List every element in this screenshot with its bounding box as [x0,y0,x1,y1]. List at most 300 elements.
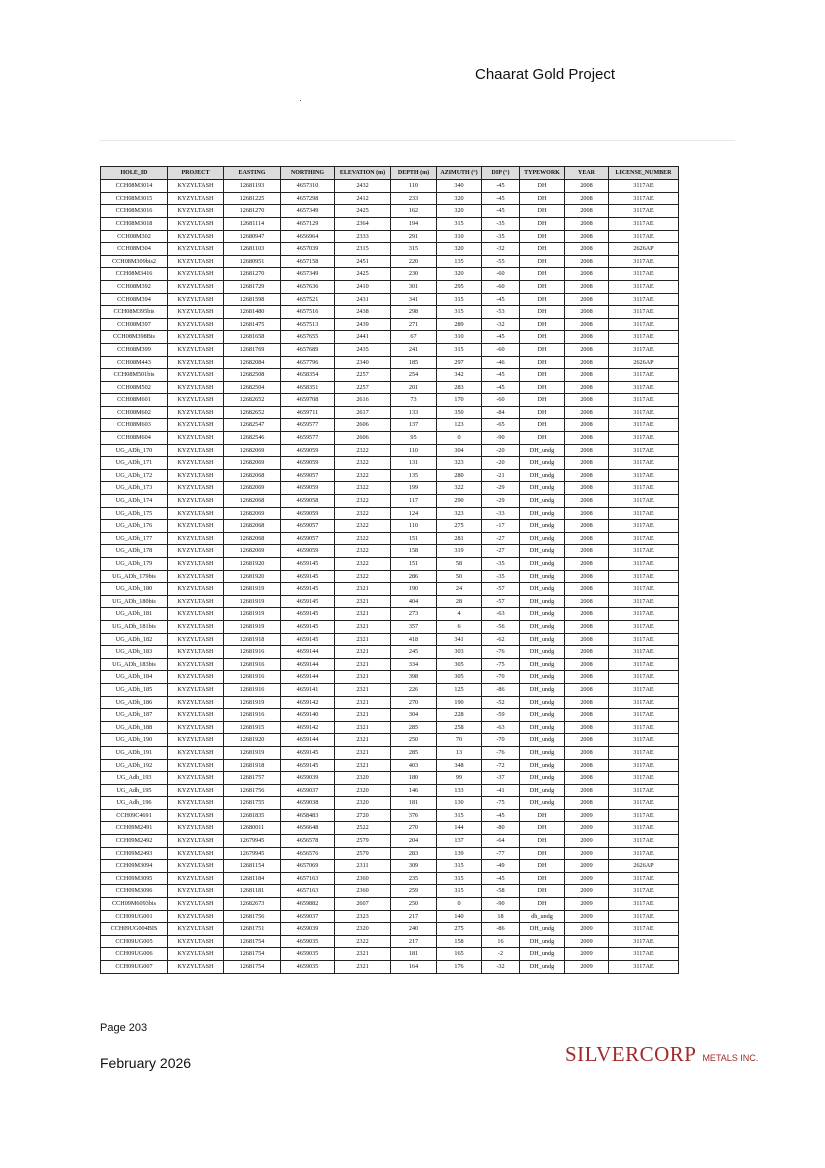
table-cell: UG_ADh_186 [101,696,168,709]
table-cell: 295 [437,280,482,293]
table-cell: KYZYLTASH [168,469,224,482]
table-cell: 3117AE [609,923,679,936]
table-cell: DH_undg [520,797,565,810]
table-cell: 2008 [565,532,609,545]
table-cell: 12682508 [224,369,281,382]
table-row [101,180,679,193]
table-cell: 4659059 [281,545,335,558]
table-cell: DH_undg [520,772,565,785]
table-cell: KYZYLTASH [168,482,224,495]
table-cell: 3117AE [609,935,679,948]
table-cell: 12681920 [224,558,281,571]
table-row [101,394,679,407]
table-cell: -60 [482,268,520,281]
table-cell: CCH09M6093bis [101,898,168,911]
table-cell: 3117AE [609,230,679,243]
table-cell: 123 [437,419,482,432]
table-cell: -35 [482,570,520,583]
table-cell: KYZYLTASH [168,192,224,205]
table-cell: KYZYLTASH [168,583,224,596]
table-row [101,746,679,759]
table-cell: 250 [391,734,437,747]
table-cell: 4659577 [281,419,335,432]
table-cell: 357 [391,620,437,633]
table-cell: UG_ADh_178 [101,545,168,558]
table-cell: 2008 [565,558,609,571]
table-cell: DH [520,306,565,319]
table-cell: UG_ADh_181 [101,608,168,621]
table-cell: 4659035 [281,948,335,961]
table-cell: CCH08M3018 [101,217,168,230]
table-cell: -56 [482,620,520,633]
table-cell: DH [520,860,565,873]
table-cell: 4657310 [281,180,335,193]
table-cell: 12681916 [224,709,281,722]
table-row [101,872,679,885]
table-cell: -29 [482,495,520,508]
table-cell: KYZYLTASH [168,784,224,797]
table-cell: 12681154 [224,860,281,873]
table-cell: 2008 [565,583,609,596]
table-row [101,268,679,281]
document-title: Chaarat Gold Project [475,66,616,83]
table-cell: -57 [482,595,520,608]
table-cell: 12681598 [224,293,281,306]
table-cell: 2322 [335,507,391,520]
table-cell: 4656648 [281,822,335,835]
table-cell: KYZYLTASH [168,558,224,571]
table-cell: 137 [437,835,482,848]
table-cell: 3117AE [609,671,679,684]
table-cell: 199 [391,482,437,495]
table-row [101,658,679,671]
table-cell: 2008 [565,406,609,419]
table-cell: 4656578 [281,835,335,848]
table-row [101,318,679,331]
table-cell: KYZYLTASH [168,343,224,356]
table-cell: 12681225 [224,192,281,205]
table-cell: DH [520,898,565,911]
table-cell: DH_undg [520,520,565,533]
table-cell: 4659058 [281,495,335,508]
table-cell: 3117AE [609,885,679,898]
table-cell: 4656576 [281,847,335,860]
table-cell: -90 [482,898,520,911]
table-cell: CCH08M397 [101,318,168,331]
table-row [101,671,679,684]
table-cell: UG_ADh_170 [101,444,168,457]
table-cell: 4659142 [281,721,335,734]
table-row [101,545,679,558]
table-cell: 2626AP [609,356,679,369]
table-cell: KYZYLTASH [168,570,224,583]
table-cell: 3117AE [609,646,679,659]
column-header: AZIMUTH (°) [437,167,482,180]
table-cell: 2008 [565,457,609,470]
table-cell: -62 [482,633,520,646]
table-row [101,809,679,822]
table-cell: 2320 [335,772,391,785]
table-cell: 2008 [565,192,609,205]
table-cell: -45 [482,872,520,885]
table-cell: 3117AE [609,280,679,293]
table-cell: 4 [437,608,482,621]
table-cell: UG_ADh_183 [101,646,168,659]
table-cell: -76 [482,646,520,659]
table-cell: 4659145 [281,746,335,759]
table-cell: 12681916 [224,683,281,696]
table-cell: 12681919 [224,583,281,596]
table-row [101,910,679,923]
table-cell: 4657636 [281,280,335,293]
table-cell: 180 [391,772,437,785]
table-cell: 2008 [565,205,609,218]
table-cell: 3117AE [609,520,679,533]
table-cell: 4659037 [281,910,335,923]
table-cell: DH_undg [520,620,565,633]
table-cell: 12681114 [224,217,281,230]
table-cell: 2321 [335,746,391,759]
table-cell: KYZYLTASH [168,545,224,558]
table-cell: 12681915 [224,721,281,734]
table-cell: KYZYLTASH [168,507,224,520]
table-cell: 4657349 [281,268,335,281]
table-cell: KYZYLTASH [168,898,224,911]
table-cell: DH [520,280,565,293]
table-cell: 3117AE [609,696,679,709]
table-row [101,192,679,205]
table-cell: DH_undg [520,935,565,948]
table-cell: DH_undg [520,545,565,558]
table-cell: 3117AE [609,318,679,331]
table-cell: KYZYLTASH [168,910,224,923]
table-cell: DH [520,394,565,407]
table-row [101,961,679,974]
table-cell: DH_undg [520,633,565,646]
table-cell: 12682546 [224,432,281,445]
table-cell: -37 [482,772,520,785]
table-cell: 12681918 [224,759,281,772]
table-cell: -60 [482,343,520,356]
table-cell: 341 [437,633,482,646]
table-cell: 2257 [335,369,391,382]
table-cell: -45 [482,809,520,822]
table-cell: 137 [391,419,437,432]
table-cell: CCH08M443 [101,356,168,369]
table-cell: DH_undg [520,746,565,759]
table-cell: CCH08M399 [101,343,168,356]
table-cell: 220 [391,255,437,268]
table-cell: 12681756 [224,784,281,797]
table-cell: 2322 [335,570,391,583]
table-body [101,180,679,973]
table-cell: 13 [437,746,482,759]
table-cell: 3117AE [609,822,679,835]
table-cell: -27 [482,532,520,545]
table-cell: 4659142 [281,696,335,709]
table-row [101,570,679,583]
table-cell: 315 [437,872,482,885]
table-cell: 12682652 [224,406,281,419]
table-cell: 2008 [565,784,609,797]
table-cell: 4659145 [281,583,335,596]
table-cell: -77 [482,847,520,860]
table-cell: 3117AE [609,872,679,885]
table-cell: 2322 [335,482,391,495]
table-cell: 280 [437,469,482,482]
table-cell: 16 [482,935,520,948]
table-cell: 12681916 [224,658,281,671]
table-cell: 3117AE [609,444,679,457]
table-cell: 3117AE [609,343,679,356]
table-cell: KYZYLTASH [168,432,224,445]
table-cell: KYZYLTASH [168,419,224,432]
table-cell: 310 [437,331,482,344]
table-cell: 12681754 [224,935,281,948]
table-cell: -64 [482,835,520,848]
table-cell: 4657655 [281,331,335,344]
table-cell: 2008 [565,331,609,344]
table-cell: 3117AE [609,620,679,633]
table-cell: 12681916 [224,646,281,659]
table-cell: 12682504 [224,381,281,394]
table-cell: KYZYLTASH [168,721,224,734]
table-cell: 3117AE [609,545,679,558]
table-cell: 2008 [565,797,609,810]
table-cell: DH_undg [520,469,565,482]
table-cell: UG_ADh_176 [101,520,168,533]
table-cell: KYZYLTASH [168,797,224,810]
table-cell: 2321 [335,620,391,633]
table-cell: 2410 [335,280,391,293]
table-cell: -65 [482,419,520,432]
table-cell: 2321 [335,595,391,608]
table-cell: DH [520,369,565,382]
table-cell: 2009 [565,809,609,822]
table-cell: CCH08M3015 [101,192,168,205]
table-cell: -60 [482,394,520,407]
table-cell: 133 [437,784,482,797]
table-cell: 2008 [565,746,609,759]
table-cell: 2008 [565,570,609,583]
table-cell: KYZYLTASH [168,809,224,822]
table-cell: DH_undg [520,759,565,772]
table-cell: 315 [437,217,482,230]
column-header: ELEVATION (m) [335,167,391,180]
table-cell: 217 [391,935,437,948]
table-cell: 12681103 [224,243,281,256]
table-cell: DH [520,192,565,205]
table-cell: 3117AE [609,369,679,382]
table-cell: 4659057 [281,520,335,533]
table-row [101,595,679,608]
table-cell: 162 [391,205,437,218]
table-cell: 2009 [565,885,609,898]
table-cell: DH_undg [520,734,565,747]
table-cell: 283 [391,847,437,860]
table-cell: -2 [482,948,520,961]
table-cell: 4657796 [281,356,335,369]
table-cell: -41 [482,784,520,797]
table-row [101,558,679,571]
table-cell: -86 [482,923,520,936]
table-cell: 2439 [335,318,391,331]
table-cell: 4659141 [281,683,335,696]
table-cell: 2009 [565,822,609,835]
table-cell: 3117AE [609,847,679,860]
table-cell: 315 [437,293,482,306]
table-cell: 4657689 [281,343,335,356]
table-cell: -63 [482,721,520,734]
table-cell: 2320 [335,784,391,797]
table-cell: 4659882 [281,898,335,911]
table-cell: DH_undg [520,671,565,684]
logo-subtitle: METALS INC. [702,1053,759,1063]
table-cell: -55 [482,255,520,268]
table-cell: DH [520,243,565,256]
table-cell: UG_ADh_185 [101,683,168,696]
table-cell: 3117AE [609,746,679,759]
logo-wordmark: SILVERCORP [565,1042,697,1066]
table-cell: DH_undg [520,457,565,470]
table-cell: 3117AE [609,180,679,193]
table-cell: UG_ADh_182 [101,633,168,646]
table-cell: 2425 [335,205,391,218]
table-cell: 2008 [565,230,609,243]
table-cell: 2009 [565,948,609,961]
table-cell: 2008 [565,268,609,281]
table-cell: -58 [482,885,520,898]
table-row [101,356,679,369]
table-cell: 2008 [565,293,609,306]
table-cell: 170 [437,394,482,407]
table-cell: 4659144 [281,646,335,659]
table-cell: 2008 [565,595,609,608]
table-cell: 3117AE [609,507,679,520]
table-cell: -45 [482,381,520,394]
column-header: HOLE_ID [101,167,168,180]
table-cell: DH [520,419,565,432]
table-cell: -80 [482,822,520,835]
table-cell: 2322 [335,545,391,558]
table-cell: KYZYLTASH [168,381,224,394]
table-cell: UG_ADh_179 [101,558,168,571]
table-cell: KYZYLTASH [168,293,224,306]
table-row [101,847,679,860]
table-row [101,709,679,722]
table-cell: DH [520,809,565,822]
table-cell: KYZYLTASH [168,847,224,860]
table-cell: 315 [437,860,482,873]
table-cell: 2008 [565,381,609,394]
table-cell: DH_undg [520,444,565,457]
table-cell: 12681919 [224,608,281,621]
table-cell: -72 [482,759,520,772]
table-cell: 24 [437,583,482,596]
table-cell: KYZYLTASH [168,394,224,407]
table-row [101,583,679,596]
table-cell: 3117AE [609,809,679,822]
table-cell: 164 [391,961,437,974]
table-cell: 4659039 [281,923,335,936]
table-cell: 2009 [565,898,609,911]
table-cell: KYZYLTASH [168,532,224,545]
table-cell: CCH08M3014 [101,180,168,193]
table-cell: 2360 [335,872,391,885]
table-cell: 12681193 [224,180,281,193]
drillhole-table-container [100,166,679,974]
table-cell: 12682084 [224,356,281,369]
table-cell: 165 [437,948,482,961]
table-cell: 3117AE [609,734,679,747]
header-divider [99,140,735,141]
table-cell: 3117AE [609,482,679,495]
table-cell: 309 [391,860,437,873]
table-cell: 4659144 [281,671,335,684]
table-cell: 4659059 [281,482,335,495]
table-cell: 12680011 [224,822,281,835]
table-cell: 2008 [565,709,609,722]
table-cell: 3117AE [609,709,679,722]
table-cell: 12681769 [224,343,281,356]
table-cell: DH_undg [520,532,565,545]
table-cell: DH_undg [520,595,565,608]
table-row [101,797,679,810]
table-cell: CCH08M501bis [101,369,168,382]
table-cell: 2522 [335,822,391,835]
table-cell: 2626AP [609,243,679,256]
table-cell: 3117AE [609,835,679,848]
table-cell: 3117AE [609,570,679,583]
table-cell: 3117AE [609,532,679,545]
table-cell: 2008 [565,180,609,193]
table-cell: 2425 [335,268,391,281]
table-cell: 3117AE [609,797,679,810]
table-cell: 12681270 [224,205,281,218]
table-cell: 117 [391,495,437,508]
table-cell: 3117AE [609,772,679,785]
table-row [101,306,679,319]
table-row [101,734,679,747]
table-cell: DH [520,205,565,218]
table-cell: 2579 [335,835,391,848]
table-cell: 2009 [565,872,609,885]
table-cell: DH [520,318,565,331]
table-cell: KYZYLTASH [168,180,224,193]
table-cell: DH_undg [520,495,565,508]
table-cell: 2579 [335,847,391,860]
table-cell: 12680951 [224,255,281,268]
table-cell: UG_ADh_180bis [101,595,168,608]
table-cell: 283 [437,381,482,394]
table-row [101,633,679,646]
table-cell: 12682068 [224,520,281,533]
table-cell: CCH08M604 [101,432,168,445]
table-cell: 304 [391,709,437,722]
table-cell: 12680947 [224,230,281,243]
table-cell: KYZYLTASH [168,872,224,885]
column-header: TYPEWORK [520,167,565,180]
table-cell: 2441 [335,331,391,344]
table-cell: 3117AE [609,381,679,394]
table-cell: 12682069 [224,507,281,520]
table-cell: 305 [437,671,482,684]
table-cell: 2008 [565,394,609,407]
table-cell: -17 [482,520,520,533]
table-cell: 2321 [335,633,391,646]
table-cell: DH [520,217,565,230]
table-cell: 4659145 [281,633,335,646]
